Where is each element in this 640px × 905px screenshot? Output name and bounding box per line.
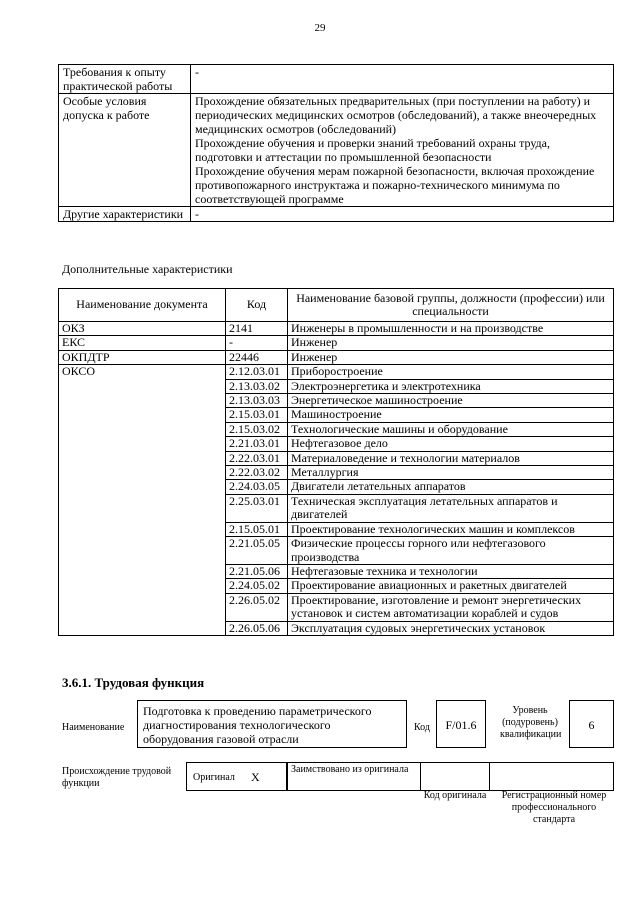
document-cell bbox=[59, 579, 226, 593]
code-cell: - bbox=[226, 336, 288, 350]
specialty-name-cell: Проектирование, изготовление и ремонт энергетических установок и систем автоматизации кораблей и судов bbox=[288, 593, 614, 621]
specialty-name-cell: Техническая эксплуатация летательных аппаратов и двигателей bbox=[288, 494, 614, 522]
document-cell: ОКЗ bbox=[59, 322, 226, 336]
requirement-line: Прохождение обязательных предварительных (при поступлении на работу) и периодических медицинских осмотров (обследований), а также внеочередных медицинских осмотров (обследований) bbox=[195, 94, 597, 136]
document-cell bbox=[59, 466, 226, 480]
code-cell: 2.25.03.01 bbox=[226, 494, 288, 522]
code-cell: 2141 bbox=[226, 322, 288, 336]
document-cell: ОКСО bbox=[59, 365, 226, 379]
origin-code-cell bbox=[420, 762, 490, 791]
requirement-label: Требования к опыту практической работы bbox=[59, 65, 191, 94]
table-row bbox=[59, 379, 614, 393]
specialty-name-cell: Инженер bbox=[288, 336, 614, 350]
header-document: Наименование документа bbox=[59, 289, 226, 322]
document-cell bbox=[59, 379, 226, 393]
code-cell: 2.21.05.06 bbox=[226, 564, 288, 578]
table-row bbox=[59, 408, 614, 422]
specialty-name-cell: Приборостроение bbox=[288, 365, 614, 379]
table-row bbox=[59, 564, 614, 578]
code-cell: 2.22.03.02 bbox=[226, 466, 288, 480]
code-cell: 2.13.03.03 bbox=[226, 394, 288, 408]
document-cell: ЕКС bbox=[59, 336, 226, 350]
specialty-name-cell: Технологические машины и оборудование bbox=[288, 422, 614, 436]
table-row bbox=[59, 322, 614, 336]
code-cell: 2.26.05.06 bbox=[226, 621, 288, 635]
document-cell bbox=[59, 522, 226, 536]
document-cell bbox=[59, 537, 226, 565]
requirement-label: Особые условия допуска к работе bbox=[59, 94, 191, 207]
table-row bbox=[59, 350, 614, 364]
code-cell: 2.21.03.01 bbox=[226, 437, 288, 451]
table-row bbox=[59, 593, 614, 621]
table-row bbox=[59, 422, 614, 436]
document-cell bbox=[59, 593, 226, 621]
code-cell: 2.26.05.02 bbox=[226, 593, 288, 621]
table-row bbox=[59, 451, 614, 465]
reg-number-cell bbox=[489, 762, 614, 791]
specialty-name-cell: Нефтегазовые техника и технологии bbox=[288, 564, 614, 578]
requirement-line: Прохождение обучения мерам пожарной безопасности, включая прохождение противопожарного инструктажа и пожарно-технического минимума по соответствующей программе bbox=[195, 164, 595, 206]
document-cell bbox=[59, 480, 226, 494]
table-row bbox=[59, 466, 614, 480]
table-row bbox=[59, 621, 614, 635]
table-header-row bbox=[59, 289, 614, 322]
table-row bbox=[59, 394, 614, 408]
labor-function-title: 3.6.1. Трудовая функция bbox=[62, 675, 205, 690]
requirements-table bbox=[58, 64, 614, 222]
borrowed-label: Заимствовано из оригинала bbox=[287, 762, 421, 791]
reg-number-label: Регистрационный номер профессионального стандарта bbox=[501, 790, 607, 825]
specialty-name-cell: Инженеры в промышленности и на производстве bbox=[288, 322, 614, 336]
code-cell: 2.15.05.01 bbox=[226, 522, 288, 536]
code-label: Код bbox=[414, 722, 430, 733]
code-cell: 2.15.03.02 bbox=[226, 422, 288, 436]
specialty-name-cell: Энергетическое машиностроение bbox=[288, 394, 614, 408]
specialty-name-cell: Двигатели летательных аппаратов bbox=[288, 480, 614, 494]
requirement-line: - bbox=[195, 65, 199, 79]
table-row bbox=[59, 579, 614, 593]
specialty-name-cell: Нефтегазовое дело bbox=[288, 437, 614, 451]
specialty-name-cell: Физические процессы горного или нефтегазового производства bbox=[288, 537, 614, 565]
specialty-name-cell: Материаловедение и технологии материалов bbox=[288, 451, 614, 465]
specialty-name-cell: Проектирование технологических машин и комплексов bbox=[288, 522, 614, 536]
requirement-label: Другие характеристики bbox=[59, 207, 191, 222]
code-cell: 22446 bbox=[226, 350, 288, 364]
document-cell bbox=[59, 494, 226, 522]
document-cell bbox=[59, 422, 226, 436]
requirement-line: - bbox=[195, 207, 199, 221]
table-row bbox=[59, 480, 614, 494]
requirement-row bbox=[59, 207, 614, 222]
original-mark: X bbox=[241, 762, 287, 791]
document-cell bbox=[59, 394, 226, 408]
name-label: Наименование bbox=[62, 722, 125, 733]
header-code: Код bbox=[226, 289, 288, 322]
table-row bbox=[59, 336, 614, 350]
document-cell bbox=[59, 564, 226, 578]
code-cell: 2.21.05.05 bbox=[226, 537, 288, 565]
document-cell bbox=[59, 451, 226, 465]
specialty-name-cell: Проектирование авиационных и ракетных двигателей bbox=[288, 579, 614, 593]
requirement-value bbox=[191, 207, 614, 222]
qualification-level-label: Уровень (подуровень) квалификации bbox=[500, 705, 562, 740]
specialty-name-cell: Инженер bbox=[288, 350, 614, 364]
specialty-name-cell: Эксплуатация судовых энергетических установок bbox=[288, 621, 614, 635]
document-cell bbox=[59, 621, 226, 635]
original-label: Оригинал bbox=[186, 762, 241, 791]
requirement-row bbox=[59, 65, 614, 94]
code-cell: 2.24.03.05 bbox=[226, 480, 288, 494]
additional-characteristics-table bbox=[58, 288, 614, 636]
code-cell: 2.24.05.02 bbox=[226, 579, 288, 593]
additional-characteristics-caption: Дополнительные характеристики bbox=[62, 262, 233, 276]
code-cell: 2.13.03.02 bbox=[226, 379, 288, 393]
header-group-name: Наименование базовой группы, должности (профессии) или специальности bbox=[288, 289, 614, 322]
table-row bbox=[59, 437, 614, 451]
function-code-value: F/01.6 bbox=[436, 700, 486, 748]
origin-label: Происхождение трудовой функции bbox=[62, 766, 172, 789]
page-number: 29 bbox=[314, 22, 326, 34]
requirement-value bbox=[191, 65, 614, 94]
requirement-line: Прохождение обучения и проверки знаний требований охраны труда, подготовки и аттестации по промышленной безопасности bbox=[195, 136, 550, 164]
requirement-value bbox=[191, 94, 614, 207]
code-cell: 2.15.03.01 bbox=[226, 408, 288, 422]
document-cell: ОКПДТР bbox=[59, 350, 226, 364]
document-cell bbox=[59, 408, 226, 422]
table-row bbox=[59, 522, 614, 536]
requirement-row bbox=[59, 94, 614, 207]
table-row bbox=[59, 537, 614, 565]
origin-code-label: Код оригинала bbox=[423, 790, 487, 801]
function-name-value: Подготовка к проведению параметрического диагностирования технологического оборудования газовой отрасли bbox=[137, 700, 407, 748]
specialty-name-cell: Металлургия bbox=[288, 466, 614, 480]
code-cell: 2.22.03.01 bbox=[226, 451, 288, 465]
code-cell: 2.12.03.01 bbox=[226, 365, 288, 379]
table-row bbox=[59, 494, 614, 522]
table-row bbox=[59, 365, 614, 379]
specialty-name-cell: Электроэнергетика и электротехника bbox=[288, 379, 614, 393]
document-cell bbox=[59, 437, 226, 451]
qualification-level-value: 6 bbox=[569, 700, 614, 748]
specialty-name-cell: Машиностроение bbox=[288, 408, 614, 422]
